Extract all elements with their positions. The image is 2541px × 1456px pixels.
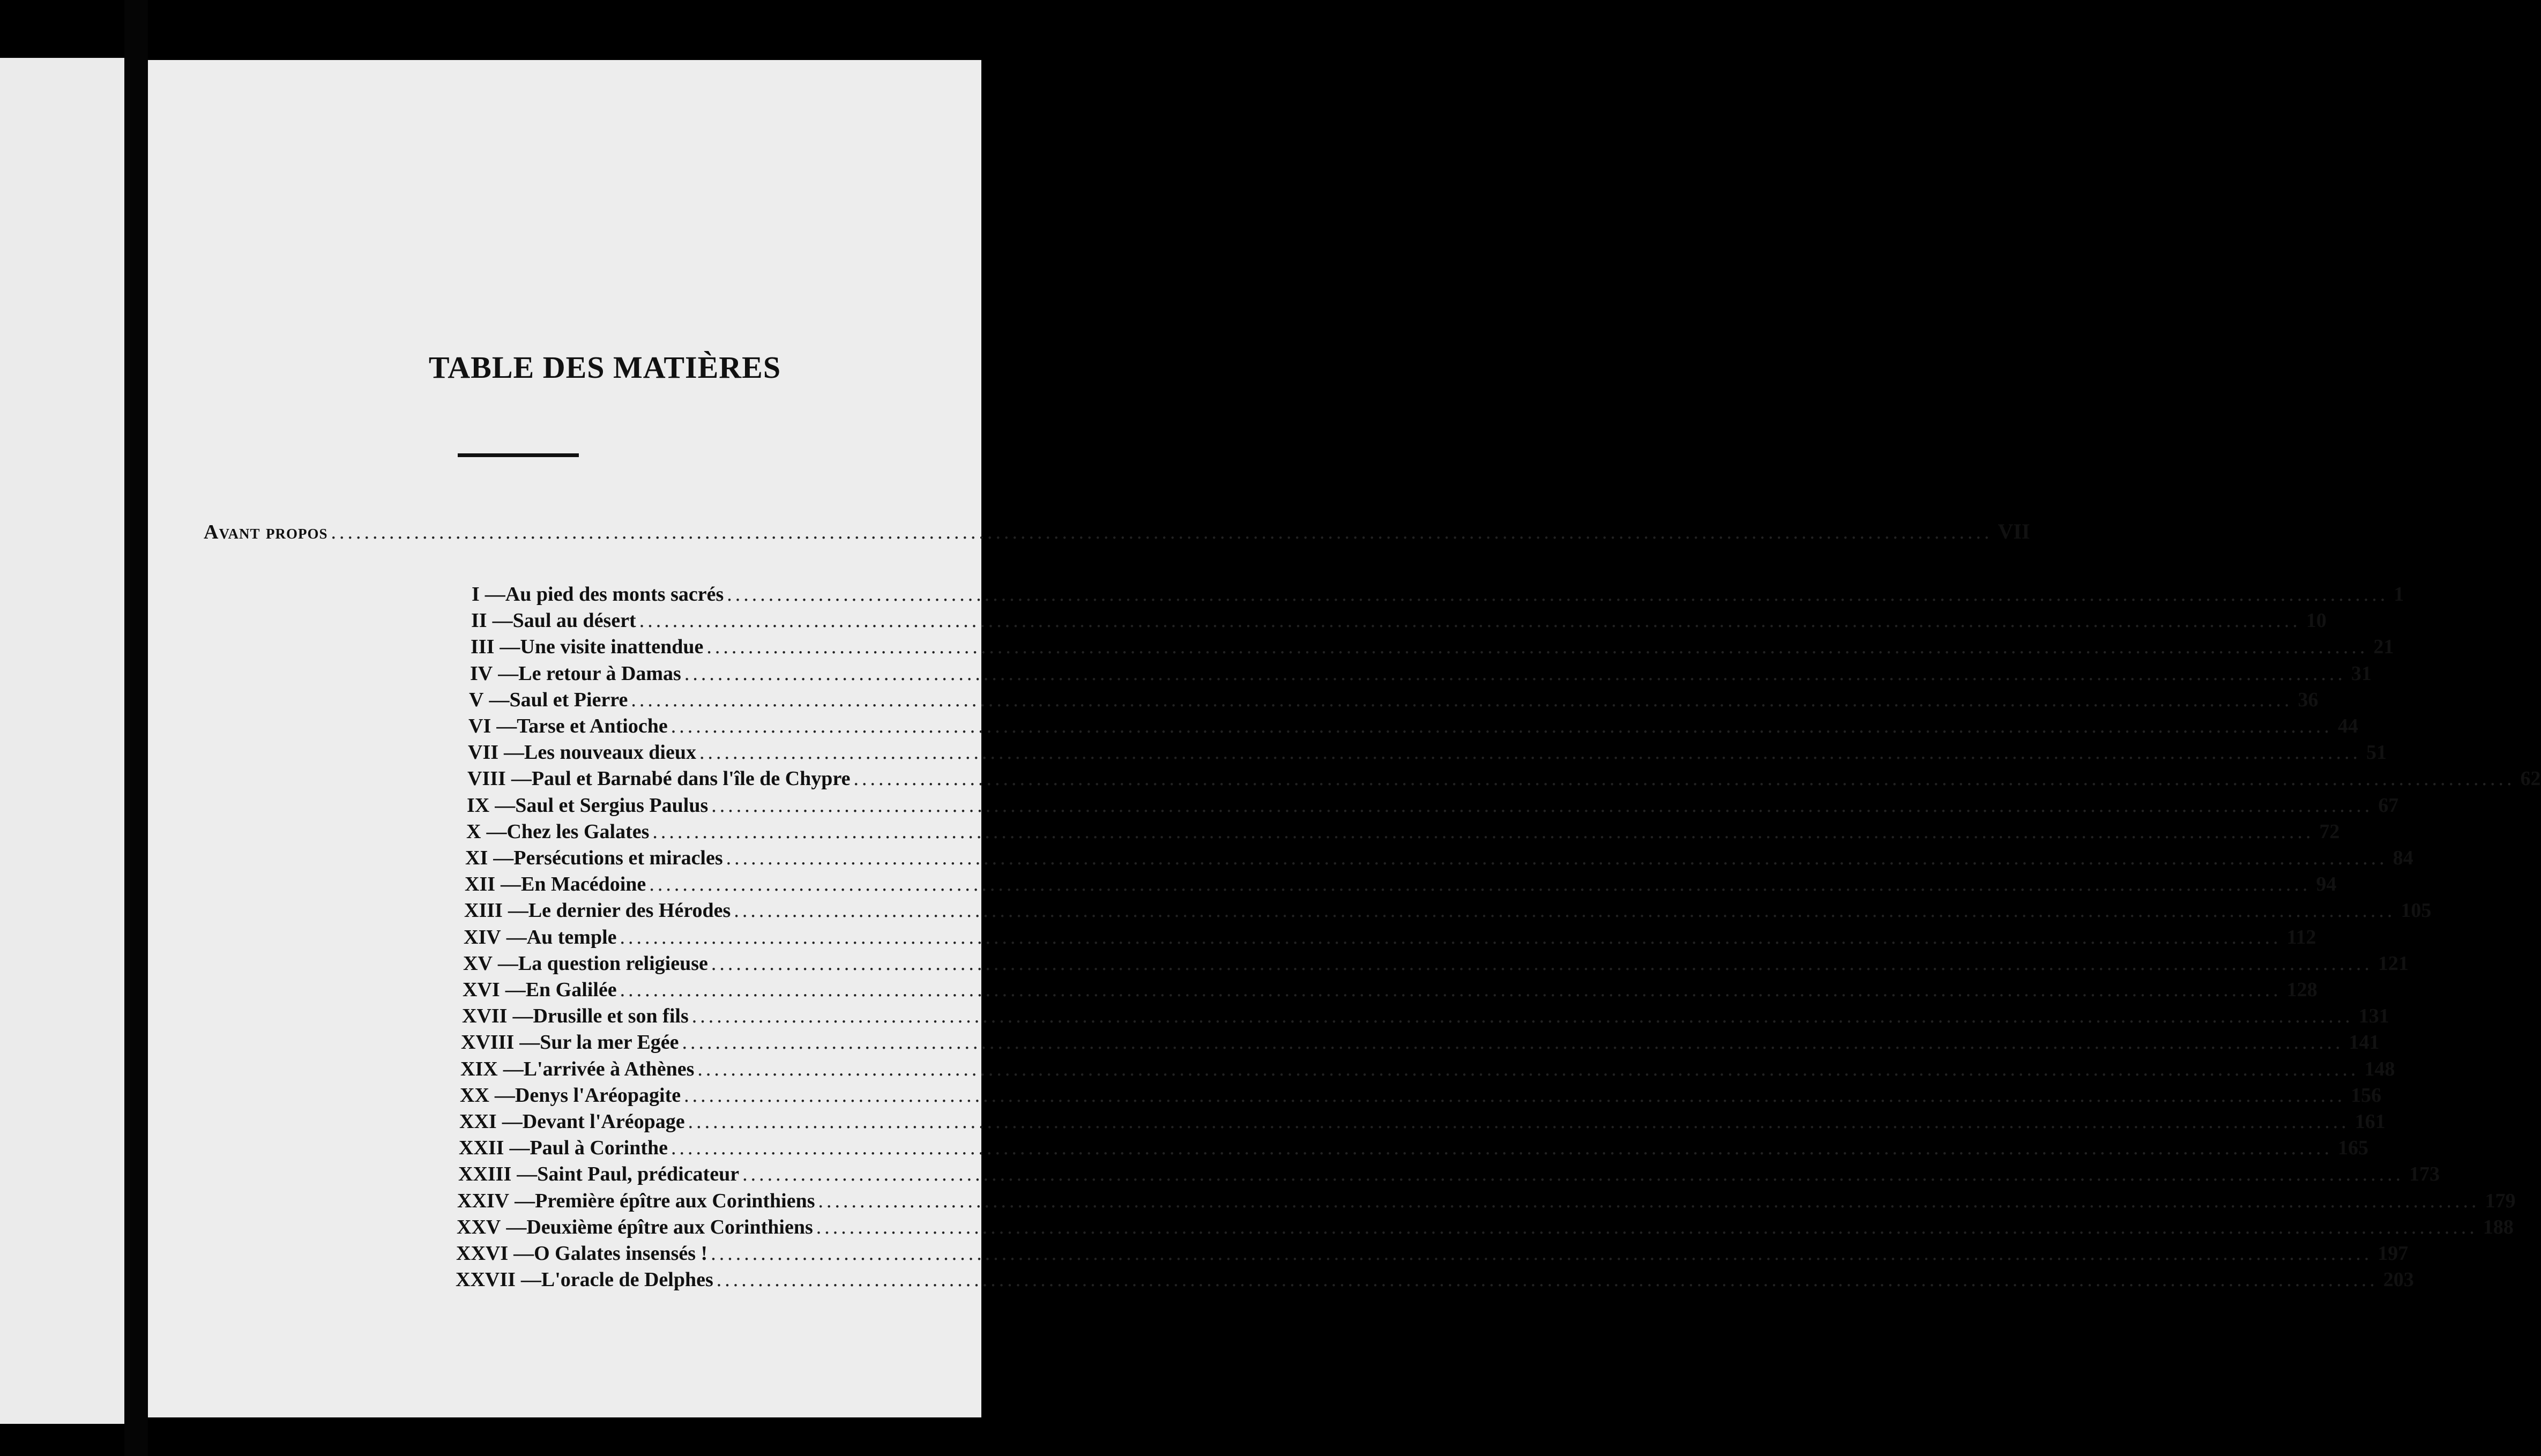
chapter-title: Deuxième épître aux Corinthiens xyxy=(526,1216,813,1238)
chapter-title: La question religieuse xyxy=(518,952,708,975)
toc-entry xyxy=(463,952,2409,977)
chapter-title: Saint Paul, prédicateur xyxy=(537,1163,740,1185)
chapter-page: 112 xyxy=(2286,926,2316,949)
chapter-number: IV xyxy=(470,662,493,685)
chapter-title: L'arrivée à Athènes xyxy=(523,1058,695,1080)
em-dash: — xyxy=(517,1163,538,1185)
toc-entry xyxy=(456,1268,2414,1294)
chapter-page: 31 xyxy=(2351,662,2372,685)
chapter-title: Au temple xyxy=(526,926,617,949)
dot-leader: ........................................................................................................................................................................................................ xyxy=(649,873,2311,895)
chapter-page: 131 xyxy=(2358,1005,2389,1027)
chapter-title: Saul au désert xyxy=(512,609,636,632)
dot-leader: ........................................................................................................................................................................................................ xyxy=(620,926,2282,949)
toc-entry xyxy=(469,688,2319,714)
chapter-title: Saul et Pierre xyxy=(509,689,628,711)
em-dash: — xyxy=(501,873,521,895)
chapter-number: XXVII xyxy=(456,1268,516,1291)
chapter-number: XIV xyxy=(464,926,501,949)
chapter-number: XVIII xyxy=(461,1031,515,1054)
chapter-title: Drusille et son fils xyxy=(533,1005,689,1027)
toc-entry xyxy=(459,1136,2369,1162)
chapter-number: XX xyxy=(460,1084,489,1107)
chapter-title: Sur la mer Egée xyxy=(540,1031,679,1054)
chapter-title: Denys l'Aréopagite xyxy=(515,1084,681,1107)
em-dash: — xyxy=(489,689,510,711)
toc-entry xyxy=(465,872,2337,898)
toc-entry xyxy=(459,1110,2386,1136)
chapter-number: X xyxy=(466,820,481,843)
dot-leader: ........................................................................................................................................................................................................ xyxy=(818,1190,2480,1212)
em-dash: — xyxy=(520,1268,541,1291)
chapter-number: XXIII xyxy=(458,1163,512,1185)
chapter-number: XII xyxy=(465,873,496,895)
chapter-number: XIII xyxy=(464,899,503,922)
toc-entry xyxy=(466,820,2340,846)
dot-leader: ........................................................................................................................................................................................................ xyxy=(711,1242,2373,1265)
chapter-number: XI xyxy=(465,847,488,869)
dot-leader: ........................................................................................................................................................................................................ xyxy=(699,741,2361,764)
chapter-number: XVII xyxy=(462,1005,508,1027)
avant-propos-page: VII xyxy=(1998,519,2030,543)
chapter-page: 1 xyxy=(2394,583,2404,606)
chapter-title: Le dernier des Hérodes xyxy=(528,899,731,922)
em-dash: — xyxy=(506,926,527,949)
chapter-page: 21 xyxy=(2373,636,2394,658)
toc-entry xyxy=(460,1084,2382,1109)
dot-leader: ........................................................................................................................................................................................................ xyxy=(684,662,2346,685)
chapter-page: 161 xyxy=(2354,1110,2386,1133)
em-dash: — xyxy=(512,1005,533,1027)
chapter-page: 173 xyxy=(2409,1163,2440,1185)
dot-leader: ........................................................................................................................................................................................................ xyxy=(726,847,2388,869)
chapter-number: XVI xyxy=(463,979,500,1001)
chapter-number: XV xyxy=(463,952,493,975)
toc-entry xyxy=(468,714,2358,740)
chapter-title: Tarse et Antioche xyxy=(517,715,668,737)
chapter-number: XXIV xyxy=(457,1190,510,1212)
em-dash: — xyxy=(503,1058,524,1080)
chapter-page: 84 xyxy=(2393,847,2413,869)
chapter-title: L'oracle de Delphes xyxy=(541,1268,713,1291)
dot-leader: ........................................................................................................................................................................................................ xyxy=(816,1216,2478,1238)
chapter-title: O Galates insensés ! xyxy=(534,1242,708,1265)
dot-leader: ........................................................................................................................................................................................................ xyxy=(652,820,2314,843)
em-dash: — xyxy=(506,1216,527,1238)
dot-leader: ........................................................................................................................................................................................................ xyxy=(620,979,2282,1001)
dot-leader: ........................................................................................................................................................................................................ xyxy=(682,1031,2344,1054)
em-dash: — xyxy=(485,583,505,606)
chapter-number: XXII xyxy=(459,1137,504,1159)
em-dash: — xyxy=(498,662,519,685)
chapter-title: Saul et Sergius Paulus xyxy=(515,794,709,817)
chapter-title: Une visite inattendue xyxy=(520,636,704,658)
em-dash: — xyxy=(495,794,516,817)
toc-entry xyxy=(471,635,2394,661)
dot-leader: ........................................................................................................................................................................................................ xyxy=(691,1005,2353,1027)
toc-entry xyxy=(467,794,2399,819)
dot-leader: ........................................................................................................................................................................................................ xyxy=(697,1058,2359,1080)
dot-leader: ........................................................................................................................................................................................................ xyxy=(734,899,2396,922)
chapter-page: 94 xyxy=(2316,873,2337,895)
chapter-page: 62 xyxy=(2520,767,2541,790)
chapter-title: Première épître aux Corinthiens xyxy=(535,1190,815,1212)
em-dash: — xyxy=(505,979,526,1001)
toc-entry xyxy=(463,978,2318,1004)
dot-leader: ........................................................................................................................................................................................................ xyxy=(684,1084,2346,1107)
chapter-page: 148 xyxy=(2364,1058,2395,1080)
em-dash: — xyxy=(504,741,525,764)
em-dash: — xyxy=(497,952,518,975)
chapter-page: 156 xyxy=(2351,1084,2382,1107)
toc-entry xyxy=(464,925,2316,951)
chapter-page: 44 xyxy=(2337,715,2358,737)
chapter-title: Persécutions et miracles xyxy=(513,847,723,869)
book-spine xyxy=(124,0,148,1456)
chapter-page: 105 xyxy=(2401,899,2432,922)
toc-entry xyxy=(471,609,2327,634)
em-dash: — xyxy=(493,847,514,869)
toc-entry xyxy=(462,1004,2389,1030)
chapter-number: XIX xyxy=(460,1058,498,1080)
chapter-number: VIII xyxy=(467,767,506,790)
chapter-page: 141 xyxy=(2349,1031,2380,1054)
chapter-number: III xyxy=(471,636,495,658)
chapter-number: II xyxy=(471,609,487,632)
dot-leader: ........................................................................................................................................................................................................ xyxy=(716,1268,2378,1291)
chapter-page: 128 xyxy=(2286,979,2318,1001)
dot-leader: ........................................................................................................................................................................................................ xyxy=(727,583,2389,606)
em-dash: — xyxy=(496,715,517,737)
chapter-page: 203 xyxy=(2383,1268,2414,1291)
em-dash: — xyxy=(500,636,520,658)
chapter-number: XXVI xyxy=(456,1242,509,1265)
dot-leader: ........................................................................................................................................................................................................ xyxy=(331,521,1993,543)
dot-leader: ........................................................................................................................................................................................................ xyxy=(639,609,2301,632)
dot-leader: ........................................................................................................................................................................................................ xyxy=(711,952,2373,975)
em-dash: — xyxy=(486,820,507,843)
toc-entry xyxy=(467,767,2541,793)
chapter-title: Le retour à Damas xyxy=(518,662,681,685)
dot-leader: ........................................................................................................................................................................................................ xyxy=(631,689,2293,711)
chapter-number: XXI xyxy=(459,1110,497,1133)
toc-page xyxy=(148,60,2541,1417)
dot-leader: ........................................................................................................................................................................................................ xyxy=(706,636,2368,658)
chapter-number: V xyxy=(469,689,484,711)
em-dash: — xyxy=(519,1031,540,1054)
chapter-page: 72 xyxy=(2319,820,2340,843)
chapter-page: 36 xyxy=(2298,689,2319,711)
chapter-title: Au pied des monts sacrés xyxy=(505,583,724,606)
toc-entry xyxy=(460,1057,2395,1083)
chapter-page: 179 xyxy=(2485,1190,2516,1212)
chapter-number: VI xyxy=(468,715,491,737)
chapter-title: Paul à Corinthe xyxy=(530,1137,668,1159)
dot-leader: ........................................................................................................................................................................................................ xyxy=(711,794,2373,817)
chapter-title: En Macédoine xyxy=(521,873,646,895)
chapter-title: Paul et Barnabé dans l'île de Chypre xyxy=(531,767,851,790)
em-dash: — xyxy=(508,899,528,922)
dot-leader: ........................................................................................................................................................................................................ xyxy=(688,1110,2350,1133)
chapter-title: En Galilée xyxy=(525,979,617,1001)
chapter-number: XXV xyxy=(457,1216,501,1238)
em-dash: — xyxy=(511,767,532,790)
em-dash: — xyxy=(494,1084,515,1107)
toc-entry xyxy=(461,1031,2380,1056)
avant-propos-label: Avant propos xyxy=(204,521,328,543)
em-dash: — xyxy=(515,1190,535,1212)
chapter-page: 165 xyxy=(2338,1137,2369,1159)
toc-entry xyxy=(468,741,2387,766)
chapter-number: I xyxy=(472,583,480,606)
toc-entry xyxy=(470,662,2372,688)
chapter-page: 121 xyxy=(2378,952,2409,975)
toc-entry xyxy=(465,846,2413,872)
left-page-edge xyxy=(0,58,124,1424)
dot-leader: ........................................................................................................................................................................................................ xyxy=(670,715,2333,737)
chapter-page: 10 xyxy=(2306,609,2327,632)
chapter-page: 188 xyxy=(2483,1216,2514,1238)
chapter-title: Chez les Galates xyxy=(506,820,650,843)
dot-leader: ........................................................................................................................................................................................................ xyxy=(671,1137,2333,1159)
chapter-title: Les nouveaux dieux xyxy=(524,741,696,764)
chapter-list xyxy=(148,60,2541,1417)
em-dash: — xyxy=(502,1110,523,1133)
chapter-page: 67 xyxy=(2378,794,2399,817)
toc-entry xyxy=(472,583,2404,608)
chapter-page: 51 xyxy=(2366,741,2387,764)
em-dash: — xyxy=(492,609,513,632)
toc-entry xyxy=(458,1162,2440,1188)
dot-leader: ........................................................................................................................................................................................................ xyxy=(742,1163,2404,1185)
chapter-number: VII xyxy=(468,741,499,764)
dot-leader: ........................................................................................................................................................................................................ xyxy=(853,767,2515,790)
page-title: TABLE DES MATIÈRES xyxy=(428,350,781,385)
toc-entry xyxy=(456,1242,2409,1267)
em-dash: — xyxy=(513,1242,534,1265)
chapter-title: Devant l'Aréopage xyxy=(522,1110,685,1133)
toc-entry xyxy=(464,899,2432,924)
chapter-number: IX xyxy=(467,794,490,817)
chapter-page: 197 xyxy=(2378,1242,2409,1265)
em-dash: — xyxy=(509,1137,530,1159)
toc-entry xyxy=(457,1215,2514,1241)
toc-entry xyxy=(457,1189,2516,1215)
